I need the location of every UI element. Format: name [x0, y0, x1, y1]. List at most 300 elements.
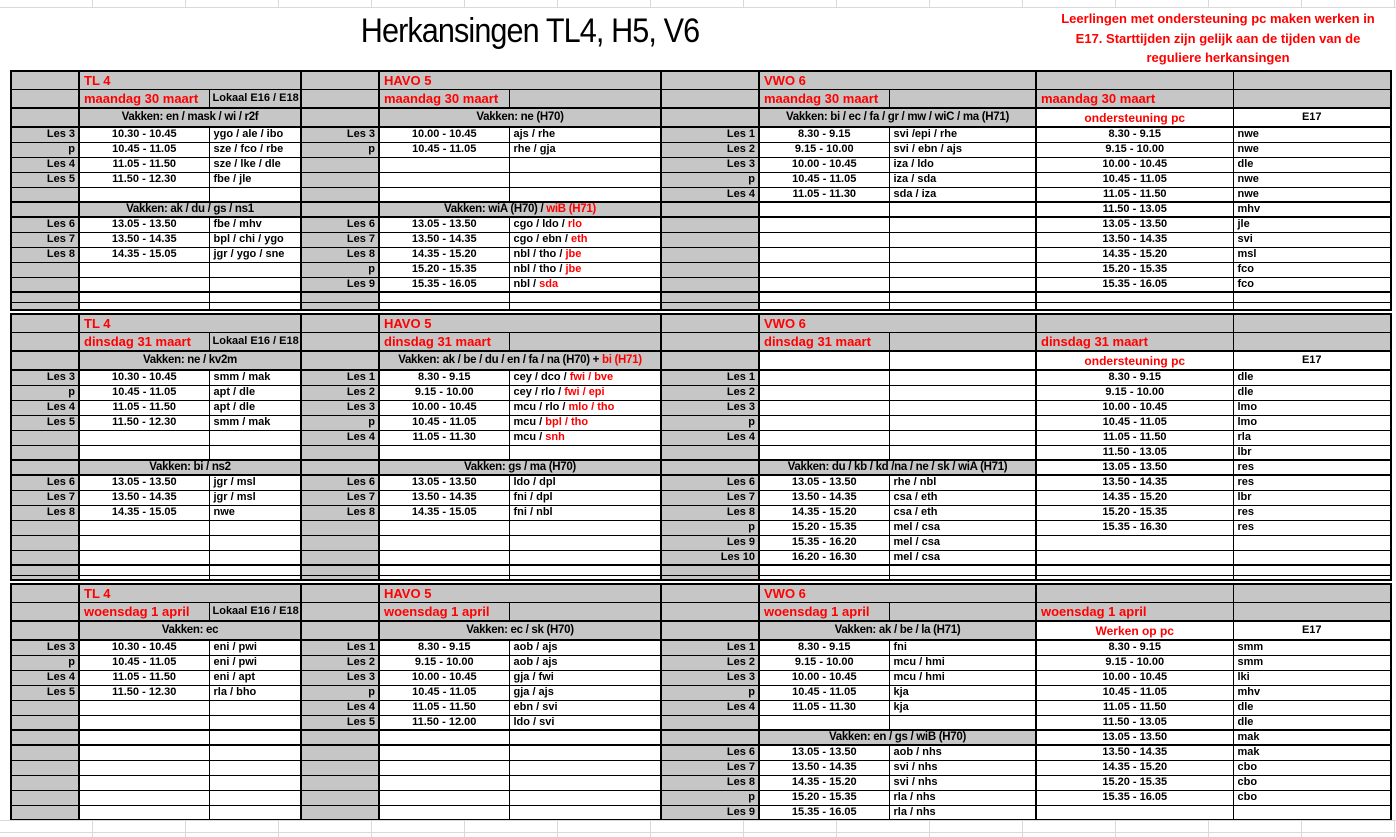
- teacher-cell: iza / sda: [889, 172, 1036, 187]
- pc-note-line: E17. Starttijden zijn gelijk aan de tijden van de: [1075, 30, 1361, 46]
- time-cell: 15.20 - 15.35: [1036, 262, 1233, 277]
- spreadsheet-gridlines-bottom-2: [0, 832, 1396, 837]
- empty-gray-cell: [661, 460, 759, 475]
- empty-cell: [379, 172, 509, 187]
- time-cell: 13.05 - 13.50: [1036, 730, 1233, 745]
- time-cell: 8.30 - 9.15: [1036, 640, 1233, 655]
- time-cell: 15.20 - 15.35: [759, 790, 889, 805]
- time-cell: 11.05 - 11.50: [1036, 430, 1233, 445]
- empty-cell: [759, 385, 889, 400]
- time-cell: 15.20 - 15.35: [1036, 775, 1233, 790]
- les-label: [661, 217, 759, 232]
- teacher-cell: svi /epi / rhe: [889, 127, 1036, 142]
- les-label: [301, 775, 379, 790]
- teacher-cell: svi / ebn / ajs: [889, 142, 1036, 157]
- red-label-cell: HAVO 5: [379, 314, 661, 332]
- empty-gray-cell: [661, 89, 759, 108]
- les-label: Les 4: [11, 157, 79, 172]
- teacher-cell: smm / mak: [209, 415, 301, 430]
- teacher-cell: lmo: [1233, 400, 1391, 415]
- les-label: Les 4: [301, 700, 379, 715]
- empty-cell: [759, 232, 889, 247]
- time-cell: 11.50 - 13.05: [1036, 202, 1233, 217]
- teacher-cell: cbo: [1233, 790, 1391, 805]
- time-cell: 10.45 - 11.05: [1036, 172, 1233, 187]
- teacher-cell: [509, 247, 661, 262]
- time-cell: 13.50 - 14.35: [1036, 745, 1233, 760]
- time-cell: 15.35 - 16.05: [759, 805, 889, 820]
- teacher-cell: mak: [1233, 730, 1391, 745]
- les-label: [661, 302, 759, 310]
- les-label: Les 4: [11, 400, 79, 415]
- text-segment: mcu /: [513, 431, 546, 443]
- les-label: Les 3: [661, 400, 759, 415]
- les-label: [11, 292, 79, 302]
- les-label: Les 1: [661, 370, 759, 385]
- les-label: [301, 805, 379, 820]
- time-cell: 10.45 - 11.05: [379, 685, 509, 700]
- text-segment: mcu /: [513, 416, 546, 428]
- time-cell: 10.00 - 10.45: [1036, 157, 1233, 172]
- red-label-cell: VWO 6: [759, 314, 1036, 332]
- empty-gray-cell: [301, 730, 379, 745]
- day-block-woensdag-1-april: [10, 583, 1392, 821]
- time-cell: 8.30 - 9.15: [759, 127, 889, 142]
- red-label-cell: dinsdag 31 maart: [379, 332, 509, 351]
- vakken-header: Vakken: ak / du / gs / ns1: [79, 202, 301, 217]
- empty-cell: [759, 715, 889, 730]
- empty-cell: [1233, 550, 1391, 565]
- time-cell: 8.30 - 9.15: [379, 370, 509, 385]
- red-label-cell: TL 4: [79, 314, 301, 332]
- empty-cell: [889, 202, 1036, 217]
- les-label: Les 8: [11, 505, 79, 520]
- les-label: Les 7: [301, 232, 379, 247]
- empty-cell: [209, 805, 301, 820]
- empty-gray-cell: [11, 89, 79, 108]
- les-label: [661, 262, 759, 277]
- vakken-header: Vakken: ne (H70): [379, 108, 661, 127]
- time-cell: 13.50 - 14.35: [1036, 232, 1233, 247]
- empty-cell: [209, 302, 301, 310]
- les-label: Les 6: [301, 217, 379, 232]
- empty-cell: [759, 565, 889, 575]
- les-label: Les 2: [301, 385, 379, 400]
- empty-gray-cell: [301, 602, 379, 621]
- teacher-cell: gja / ajs: [509, 685, 661, 700]
- teacher-cell: cbo: [1233, 760, 1391, 775]
- empty-cell: [209, 730, 301, 745]
- empty-gray-cell: [1233, 89, 1391, 108]
- teacher-cell: jgr / msl: [209, 490, 301, 505]
- empty-gray-cell: [509, 602, 661, 621]
- les-label: Les 5: [11, 685, 79, 700]
- empty-cell: [889, 302, 1036, 310]
- empty-cell: [79, 550, 209, 565]
- time-cell: 15.20 - 15.35: [1036, 505, 1233, 520]
- teacher-cell: rla / nhs: [889, 805, 1036, 820]
- empty-gray-cell: [661, 621, 759, 640]
- les-label: [661, 232, 759, 247]
- les-label: [11, 520, 79, 535]
- time-cell: 13.50 - 14.35: [79, 490, 209, 505]
- teacher-cell: svi / nhs: [889, 775, 1036, 790]
- les-label: Les 3: [11, 640, 79, 655]
- empty-gray-cell: [661, 314, 759, 332]
- les-label: Les 7: [301, 490, 379, 505]
- les-label: p: [661, 415, 759, 430]
- teacher-cell: sze / fco / rbe: [209, 142, 301, 157]
- empty-gray-cell: [301, 351, 379, 370]
- time-cell: 10.45 - 11.05: [759, 172, 889, 187]
- teacher-cell: aob / ajs: [509, 640, 661, 655]
- teacher-cell: mhv: [1233, 685, 1391, 700]
- empty-cell: [509, 745, 661, 760]
- les-label: Les 5: [11, 415, 79, 430]
- les-label: Les 7: [661, 490, 759, 505]
- teacher-cell: lmo: [1233, 415, 1391, 430]
- les-label: p: [301, 685, 379, 700]
- teacher-cell: aob / ajs: [509, 655, 661, 670]
- time-cell: 14.35 - 15.05: [79, 505, 209, 520]
- empty-cell: [209, 790, 301, 805]
- les-label: [661, 247, 759, 262]
- les-label: [301, 292, 379, 302]
- empty-gray-cell: [1233, 602, 1391, 621]
- red-label-cell: HAVO 5: [379, 584, 661, 602]
- empty-cell: [209, 277, 301, 292]
- text-segment: nbl / tho /: [513, 248, 566, 260]
- teacher-cell: jgr / msl: [209, 475, 301, 490]
- empty-cell: [209, 775, 301, 790]
- time-cell: 11.05 - 11.50: [79, 400, 209, 415]
- time-cell: 13.05 - 13.50: [759, 745, 889, 760]
- pc-header-cell: ondersteuning pc: [1036, 351, 1233, 370]
- empty-cell: [379, 790, 509, 805]
- time-cell: 14.35 - 15.05: [379, 505, 509, 520]
- empty-gray-cell: [661, 108, 759, 127]
- empty-cell: [209, 430, 301, 445]
- empty-gray-cell: [661, 584, 759, 602]
- time-cell: 14.35 - 15.20: [759, 775, 889, 790]
- empty-cell: [759, 445, 889, 460]
- teacher-cell: smm: [1233, 655, 1391, 670]
- pc-header-cell: Werken op pc: [1036, 621, 1233, 640]
- empty-cell: [379, 520, 509, 535]
- time-cell: 9.15 - 10.00: [379, 655, 509, 670]
- empty-cell: [759, 415, 889, 430]
- time-cell: 10.00 - 10.45: [759, 670, 889, 685]
- red-label-cell: woensdag 1 april: [379, 602, 509, 621]
- teacher-cell: sda / iza: [889, 187, 1036, 202]
- les-label: [11, 700, 79, 715]
- vakken-header: Vakken: ec: [79, 621, 301, 640]
- empty-gray-cell: [509, 89, 661, 108]
- teacher-cell: smm: [1233, 640, 1391, 655]
- empty-cell: [379, 292, 509, 302]
- les-label: Les 3: [661, 670, 759, 685]
- empty-cell: [1233, 292, 1391, 302]
- teacher-cell: mcu / hmi: [889, 670, 1036, 685]
- location-cell: Lokaal E16 / E18: [209, 332, 301, 351]
- empty-gray-cell: [301, 621, 379, 640]
- teacher-cell: res: [1233, 460, 1391, 475]
- teacher-cell: eni / pwi: [209, 640, 301, 655]
- teacher-cell: dle: [1233, 370, 1391, 385]
- empty-cell: [379, 565, 509, 575]
- empty-cell: [759, 277, 889, 292]
- les-label: Les 4: [11, 670, 79, 685]
- teacher-cell: apt / dle: [209, 400, 301, 415]
- les-label: p: [661, 520, 759, 535]
- teacher-cell: jle: [1233, 217, 1391, 232]
- les-label: p: [11, 142, 79, 157]
- empty-gray-cell: [889, 332, 1036, 351]
- empty-gray-cell: [661, 332, 759, 351]
- time-cell: 13.05 - 13.50: [79, 475, 209, 490]
- empty-cell: [209, 187, 301, 202]
- teacher-cell: [509, 232, 661, 247]
- les-label: Les 7: [11, 490, 79, 505]
- les-label: [301, 520, 379, 535]
- empty-gray-cell: [661, 351, 759, 370]
- time-cell: 10.45 - 11.05: [379, 142, 509, 157]
- les-label: [301, 575, 379, 580]
- teacher-cell: nwe: [1233, 127, 1391, 142]
- empty-cell: [79, 790, 209, 805]
- empty-cell: [1036, 550, 1233, 565]
- empty-cell: [509, 520, 661, 535]
- red-label-cell: maandag 30 maart: [379, 89, 509, 108]
- empty-cell: [209, 715, 301, 730]
- empty-gray-cell: [11, 621, 79, 640]
- empty-cell: [509, 730, 661, 745]
- empty-cell: [1233, 805, 1391, 820]
- empty-gray-cell: [301, 71, 379, 89]
- time-cell: 11.50 - 13.05: [1036, 445, 1233, 460]
- empty-cell: [509, 550, 661, 565]
- red-label-cell: maandag 30 maart: [1036, 89, 1233, 108]
- vakken-header: [379, 351, 661, 370]
- time-cell: 11.05 - 11.30: [379, 430, 509, 445]
- empty-cell: [379, 550, 509, 565]
- les-label: [301, 187, 379, 202]
- les-label: [11, 262, 79, 277]
- teacher-cell: eni / pwi: [209, 655, 301, 670]
- les-label: Les 1: [661, 127, 759, 142]
- les-label: Les 4: [661, 187, 759, 202]
- text-segment: cgo / ebn /: [513, 233, 571, 245]
- les-label: Les 6: [11, 475, 79, 490]
- teacher-cell: ldo / dpl: [509, 475, 661, 490]
- les-label: [301, 445, 379, 460]
- teacher-cell: dle: [1233, 715, 1391, 730]
- teacher-cell: aob / nhs: [889, 745, 1036, 760]
- time-cell: 10.00 - 10.45: [1036, 670, 1233, 685]
- empty-gray-cell: [301, 314, 379, 332]
- teacher-cell: smm / mak: [209, 370, 301, 385]
- les-label: p: [301, 415, 379, 430]
- les-label: Les 7: [11, 232, 79, 247]
- empty-gray-cell: [11, 314, 79, 332]
- empty-cell: [379, 775, 509, 790]
- empty-cell: [759, 202, 889, 217]
- empty-cell: [379, 745, 509, 760]
- red-label-cell: HAVO 5: [379, 71, 661, 89]
- time-cell: 10.45 - 11.05: [79, 655, 209, 670]
- empty-cell: [759, 262, 889, 277]
- empty-cell: [209, 760, 301, 775]
- time-cell: 10.45 - 11.05: [1036, 685, 1233, 700]
- les-label: p: [661, 172, 759, 187]
- red-text-segment: bi (H71): [602, 353, 642, 366]
- teacher-cell: mel / csa: [889, 520, 1036, 535]
- vakken-header: Vakken: ne / kv2m: [79, 351, 301, 370]
- vakken-header: Vakken: en / gs / wiB (H70): [759, 730, 1036, 745]
- empty-cell: [509, 187, 661, 202]
- time-cell: 13.50 - 14.35: [79, 232, 209, 247]
- teacher-cell: csa / eth: [889, 505, 1036, 520]
- time-cell: 8.30 - 9.15: [1036, 370, 1233, 385]
- les-label: [11, 805, 79, 820]
- time-cell: 14.35 - 15.20: [379, 247, 509, 262]
- empty-cell: [509, 775, 661, 790]
- vakken-header: Vakken: gs / ma (H70): [379, 460, 661, 475]
- time-cell: 13.05 - 13.50: [1036, 217, 1233, 232]
- teacher-cell: [509, 277, 661, 292]
- red-label-cell: VWO 6: [759, 584, 1036, 602]
- teacher-cell: lbr: [1233, 445, 1391, 460]
- les-label: Les 9: [661, 535, 759, 550]
- empty-gray-cell: [661, 71, 759, 89]
- les-label: p: [301, 142, 379, 157]
- red-label-cell: woensdag 1 april: [759, 602, 889, 621]
- time-cell: 11.05 - 11.50: [79, 157, 209, 172]
- empty-cell: [759, 370, 889, 385]
- time-cell: 9.15 - 10.00: [759, 655, 889, 670]
- empty-cell: [1036, 292, 1233, 302]
- text-segment: nbl / tho /: [513, 263, 566, 275]
- empty-gray-cell: [11, 71, 79, 89]
- empty-gray-cell: [11, 730, 79, 745]
- room-header-cell: E17: [1233, 621, 1391, 640]
- empty-cell: [209, 445, 301, 460]
- empty-gray-cell: [889, 602, 1036, 621]
- time-cell: 10.00 - 10.45: [379, 670, 509, 685]
- empty-cell: [209, 700, 301, 715]
- time-cell: 13.05 - 13.50: [1036, 460, 1233, 475]
- les-label: Les 2: [301, 655, 379, 670]
- teacher-cell: fco: [1233, 262, 1391, 277]
- red-text-segment: snh: [545, 431, 565, 443]
- empty-cell: [209, 565, 301, 575]
- pc-support-note: [1046, 9, 1390, 68]
- les-label: [301, 790, 379, 805]
- text-segment: cey / dco /: [513, 371, 570, 384]
- empty-cell: [379, 187, 509, 202]
- les-label: Les 3: [301, 400, 379, 415]
- empty-cell: [509, 535, 661, 550]
- red-label-cell: dinsdag 31 maart: [759, 332, 889, 351]
- pc-header-cell: ondersteuning pc: [1036, 108, 1233, 127]
- empty-cell: [79, 520, 209, 535]
- time-cell: 10.00 - 10.45: [379, 127, 509, 142]
- time-cell: 15.20 - 15.35: [759, 520, 889, 535]
- teacher-cell: iza / ldo: [889, 157, 1036, 172]
- les-label: [661, 565, 759, 575]
- empty-cell: [1036, 805, 1233, 820]
- empty-cell: [889, 351, 1036, 370]
- vakken-header: Vakken: bi / ec / fa / gr / mw / wiC / ma (H71): [759, 108, 1036, 127]
- empty-cell: [509, 760, 661, 775]
- red-label-cell: VWO 6: [759, 71, 1036, 89]
- empty-cell: [209, 575, 301, 580]
- day-block-maandag-30-maart: [10, 70, 1392, 311]
- teacher-cell: ebn / svi: [509, 700, 661, 715]
- teacher-cell: kja: [889, 685, 1036, 700]
- empty-gray-cell: [509, 332, 661, 351]
- empty-cell: [79, 730, 209, 745]
- empty-cell: [79, 775, 209, 790]
- empty-cell: [1233, 575, 1391, 580]
- teacher-cell: res: [1233, 505, 1391, 520]
- time-cell: 10.45 - 11.05: [759, 685, 889, 700]
- teacher-cell: rhe / gja: [509, 142, 661, 157]
- text-segment: nbl /: [513, 277, 540, 290]
- les-label: p: [661, 790, 759, 805]
- les-label: [11, 775, 79, 790]
- time-cell: 14.35 - 15.20: [1036, 490, 1233, 505]
- time-cell: 15.35 - 16.05: [1036, 790, 1233, 805]
- empty-gray-cell: [301, 108, 379, 127]
- time-cell: 13.50 - 14.35: [759, 490, 889, 505]
- les-label: [301, 535, 379, 550]
- text-segment: Vakken: wiA (H70) /: [444, 202, 547, 215]
- teacher-cell: ygo / ale / ibo: [209, 127, 301, 142]
- les-label: [661, 292, 759, 302]
- empty-cell: [79, 575, 209, 580]
- red-label-cell: dinsdag 31 maart: [1036, 332, 1233, 351]
- teacher-cell: mel / csa: [889, 550, 1036, 565]
- red-text-segment: bpl / tho: [545, 416, 589, 428]
- les-label: Les 8: [661, 775, 759, 790]
- les-label: Les 5: [301, 715, 379, 730]
- les-label: p: [11, 655, 79, 670]
- time-cell: 13.05 - 13.50: [379, 475, 509, 490]
- les-label: [11, 790, 79, 805]
- time-cell: 15.35 - 16.05: [1036, 277, 1233, 292]
- teacher-cell: msl: [1233, 247, 1391, 262]
- time-cell: 13.50 - 14.35: [1036, 475, 1233, 490]
- les-label: Les 4: [661, 700, 759, 715]
- les-label: Les 1: [661, 640, 759, 655]
- les-label: Les 2: [661, 385, 759, 400]
- teacher-cell: nwe: [1233, 172, 1391, 187]
- les-label: Les 8: [11, 247, 79, 262]
- teacher-cell: [509, 415, 661, 430]
- time-cell: 11.05 - 11.30: [759, 700, 889, 715]
- empty-cell: [79, 565, 209, 575]
- les-label: [11, 187, 79, 202]
- teacher-cell: res: [1233, 475, 1391, 490]
- red-label-cell: woensdag 1 april: [1036, 602, 1233, 621]
- les-label: [301, 172, 379, 187]
- time-cell: 11.05 - 11.50: [79, 670, 209, 685]
- time-cell: 11.50 - 12.30: [79, 172, 209, 187]
- vakken-header: [379, 202, 661, 217]
- pc-note-line: reguliere herkansingen: [1146, 50, 1290, 65]
- time-cell: 10.00 - 10.45: [1036, 400, 1233, 415]
